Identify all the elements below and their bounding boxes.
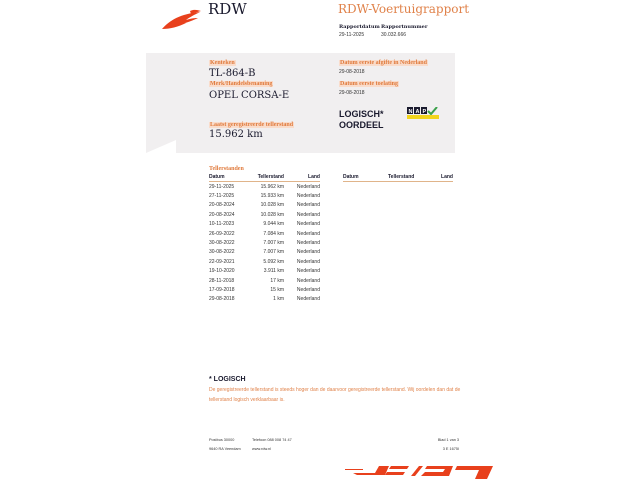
- row-country: Nederland: [296, 268, 320, 275]
- row-odometer: 3.911 km: [263, 268, 284, 275]
- row-country: Nederland: [296, 258, 320, 265]
- row-odometer: 15.962 km: [260, 183, 284, 190]
- row-date: 29-11-2025: [209, 183, 235, 190]
- row-odometer: 1 km: [273, 296, 284, 303]
- row-date: 28-11-2018: [209, 277, 235, 284]
- footer-city: 9640 RA Veendam: [209, 447, 241, 451]
- col-date-right: Datum: [343, 174, 388, 182]
- row-country: Nederland: [296, 211, 320, 218]
- row-country: Nederland: [296, 277, 320, 284]
- svg-text:P: P: [422, 109, 427, 115]
- row-country: Nederland: [296, 183, 320, 190]
- col-date: Datum: [209, 174, 249, 182]
- table-row: [209, 267, 320, 276]
- row-country: Nederland: [296, 249, 320, 256]
- verdict-line1: LOGISCH*: [339, 109, 384, 119]
- col-country: Land: [284, 174, 320, 182]
- last-odometer-label: Laatst geregistreerde tellerstand: [210, 122, 294, 128]
- table-row: [209, 276, 320, 285]
- svg-text:N: N: [408, 109, 413, 115]
- col-country-right: Land: [418, 174, 453, 182]
- row-country: Nederland: [296, 296, 320, 303]
- row-country: Nederland: [296, 230, 320, 237]
- svg-text:A: A: [415, 109, 420, 115]
- plate-value: TL-864-B: [209, 68, 256, 79]
- vehicle-summary-panel: [146, 53, 455, 153]
- row-date: 10-11-2023: [209, 221, 235, 228]
- row-odometer: 15.933 km: [260, 193, 284, 200]
- table-row: [209, 201, 320, 210]
- row-odometer: 17 km: [270, 277, 284, 284]
- row-date: 22-09-2021: [209, 258, 235, 265]
- footer-phone: Telefoon 088 008 74 47: [252, 438, 292, 442]
- first-admission-value: 29-08-2018: [339, 90, 365, 96]
- row-date: 26-09-2022: [209, 230, 235, 237]
- row-date: 29-08-2018: [209, 296, 235, 303]
- footnote-text: De geregistreerde tellerstand is steeds hoger dan de daarvoor geregistreerde tellerstand. Wij oordelen dan dat de tellerstand logisch verklaarbaar is.: [209, 387, 461, 403]
- table-row: [209, 295, 320, 304]
- table-row: [209, 257, 320, 266]
- table-row: [209, 238, 320, 247]
- report-number: 30.032.666: [381, 32, 407, 38]
- report-date-label: Rapportdatum: [339, 24, 380, 30]
- table-row: [209, 220, 320, 229]
- footer-code: 3 E 1675I: [442, 447, 459, 451]
- report-title: RDW-Voertuigrapport: [338, 2, 470, 16]
- report-number-label: Rapportnummer: [381, 24, 428, 30]
- odometer-table: [209, 174, 320, 304]
- row-odometer: 7.007 km: [263, 249, 284, 256]
- table-row: [209, 285, 320, 294]
- footer-postbus: Postbus 30000: [209, 438, 235, 442]
- row-date: 17-09-2018: [209, 286, 235, 293]
- row-date: 30-08-2022: [209, 249, 235, 256]
- org-name: RDW: [208, 0, 247, 18]
- row-odometer: 7.084 km: [263, 230, 284, 237]
- row-date: 27-11-2025: [209, 193, 235, 200]
- table-row: [209, 191, 320, 200]
- row-odometer: 10.028 km: [260, 211, 284, 218]
- rdw-logo-icon: [160, 8, 202, 30]
- row-odometer: 9.044 km: [263, 221, 284, 228]
- stripes-decoration-icon: [345, 463, 495, 480]
- row-country: Nederland: [296, 193, 320, 200]
- footer-page: Blad 1 van 3: [437, 438, 459, 442]
- first-issue-nl-value: 29-08-2018: [339, 69, 365, 75]
- table-row: [209, 210, 320, 219]
- odometer-section-title: Tellerstanden: [209, 166, 244, 172]
- table-row: [209, 248, 320, 257]
- row-odometer: 10.028 km: [260, 202, 284, 209]
- row-country: Nederland: [296, 240, 320, 247]
- nap-badge-icon: [407, 107, 439, 120]
- row-date: 30-08-2022: [209, 240, 235, 247]
- row-date: 20-08-2024: [209, 211, 235, 218]
- row-country: Nederland: [296, 221, 320, 228]
- first-issue-nl-label: Datum eerste afgifte in Nederland: [340, 60, 427, 66]
- col-odometer-right: Tellerstand: [388, 174, 418, 182]
- report-date: 29-11-2025: [339, 32, 365, 38]
- row-date: 19-10-2020: [209, 268, 235, 275]
- table-row: [209, 229, 320, 238]
- footer-web-link[interactable]: www.rdw.nl: [252, 447, 271, 451]
- row-country: Nederland: [296, 286, 320, 293]
- odometer-table-right: [343, 174, 453, 182]
- row-date: 20-08-2024: [209, 202, 235, 209]
- row-odometer: 5.092 km: [263, 258, 284, 265]
- last-odometer-value: 15.962 km: [209, 129, 263, 140]
- row-country: Nederland: [296, 202, 320, 209]
- col-odometer: Tellerstand: [249, 174, 284, 182]
- row-odometer: 15 km: [270, 286, 284, 293]
- footnote-title: * LOGISCH: [209, 376, 246, 383]
- make-label: Merk/Handelsbenaming: [210, 81, 273, 87]
- plate-label: Kenteken: [210, 60, 235, 66]
- verdict-line2: OORDEEL: [339, 120, 384, 130]
- table-row: [209, 182, 320, 192]
- row-odometer: 7.007 km: [263, 240, 284, 247]
- first-admission-label: Datum eerste toelating: [340, 81, 398, 87]
- make-value: OPEL CORSA-E: [209, 90, 290, 101]
